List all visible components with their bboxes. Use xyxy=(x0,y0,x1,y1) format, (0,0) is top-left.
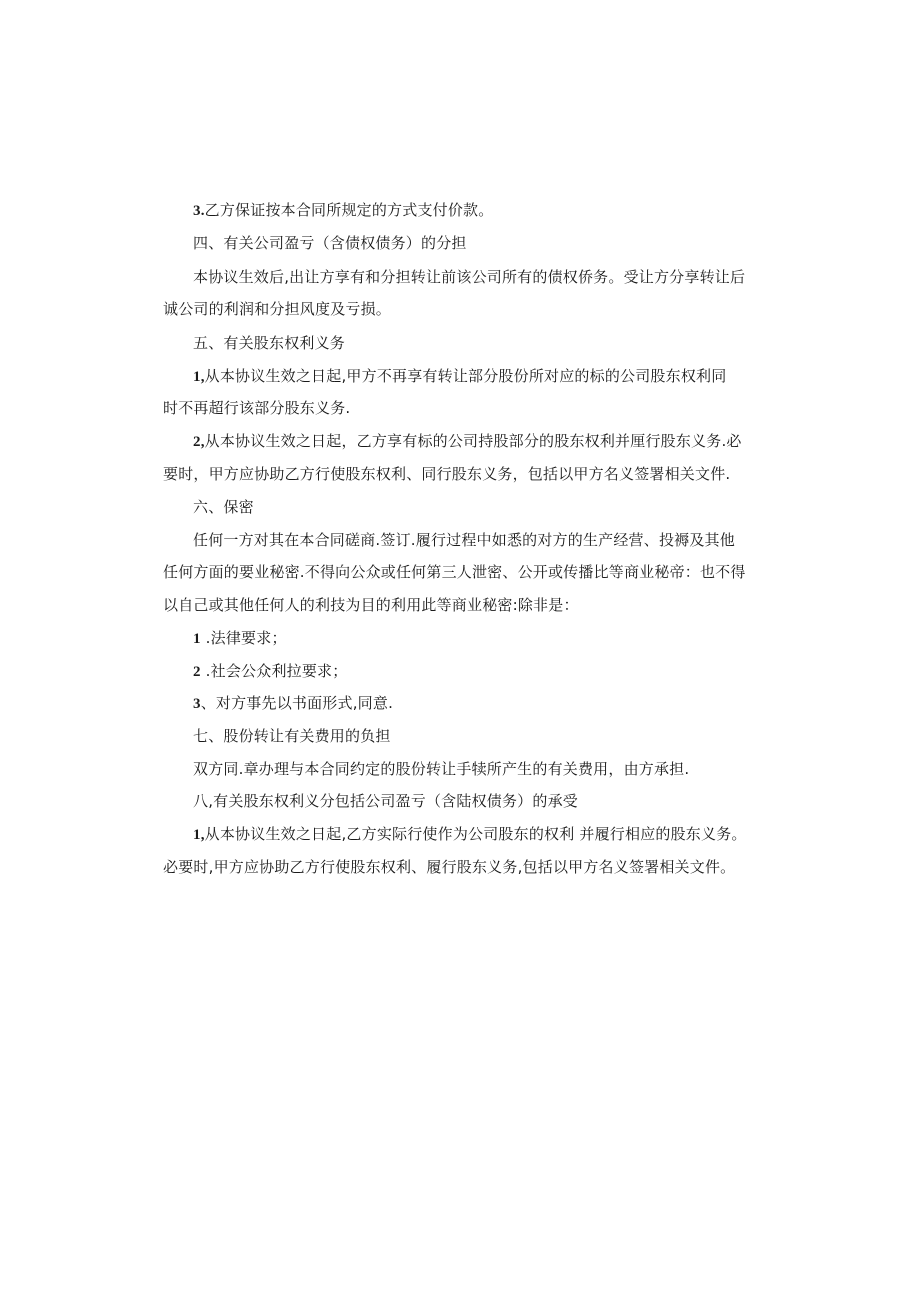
paragraph-line xyxy=(193,759,689,779)
section-heading-7 xyxy=(193,726,391,746)
paragraph-text: 必要时,甲方应协助乙方行使股东权利、履行股东义务,包括以甲方名义签署相关文件。 xyxy=(163,858,736,876)
list-text: 、对方事先以书面形式,同意. xyxy=(200,694,394,712)
section-heading-4 xyxy=(193,233,467,253)
paragraph-line xyxy=(163,398,350,418)
section-heading-8 xyxy=(193,791,578,811)
clause-3-payment xyxy=(193,200,493,221)
section-heading-6 xyxy=(193,497,254,517)
clause-8-1 xyxy=(193,824,747,845)
list-text: .法律要求； xyxy=(200,629,287,647)
clause-5-2 xyxy=(193,431,742,452)
heading-text: 八,有关股东权利义分包括公司盈亏（含陆权债务）的承受 xyxy=(193,792,578,810)
list-number: 1 xyxy=(193,631,201,647)
list-number: 2 xyxy=(193,664,201,680)
paragraph-text: 任何一方对其在本合同磋商.签订.履行过程中如悉的对方的生产经营、投褥及其他 xyxy=(193,531,735,549)
paragraph-line xyxy=(163,857,735,877)
clause-number: 3. xyxy=(193,203,205,219)
clause-number: 1, xyxy=(193,369,205,385)
clause-text: 从本协议生效之日起,甲方不再享有转让部分股份所对应的标的公司股东权利同 xyxy=(204,367,727,385)
clause-number: 2, xyxy=(193,434,205,450)
paragraph-line xyxy=(163,595,579,615)
heading-text: 七、股份转让有关费用的负担 xyxy=(193,727,391,745)
clause-text: 从本协议生效之日起，乙方享有标的公司持股部分的股东权利并厘行股东义务.必 xyxy=(204,432,742,450)
heading-text: 六、保密 xyxy=(193,498,254,516)
list-item-1 xyxy=(193,628,287,649)
paragraph-line xyxy=(163,299,391,319)
clause-text: 乙方保证按本合同所规定的方式支付价款。 xyxy=(204,201,494,219)
paragraph-text: 双方同.章办理与本合同约定的股份转让手犊所产生的有关费用，由方承担. xyxy=(193,760,690,778)
list-text: .社会公众利拉要求； xyxy=(200,662,348,680)
paragraph-text: 以自己或其他任何人的利技为目的利用此等商业秘密:除非是： xyxy=(163,596,579,614)
paragraph-text: 要时，甲方应协助乙方行使股东权利、同行股东义务，包括以甲方名义签署相关文件. xyxy=(163,465,731,483)
paragraph-line xyxy=(163,562,746,582)
paragraph-text: 任何方面的要业秘密.不得向公众或任何第三人泄密、公开或传播比等商业秘帝：也不得 xyxy=(163,563,746,581)
paragraph-line xyxy=(163,464,730,484)
section-heading-5 xyxy=(193,333,345,353)
heading-text: 四、有关公司盈亏（含债权债务）的分担 xyxy=(193,234,467,252)
list-item-3 xyxy=(193,693,393,714)
paragraph-text: 本协议生效后,出让方享有和分担转让前该公司所有的债权侨务。受让方分享转让后 xyxy=(193,268,746,286)
heading-text: 五、有关股东权利义务 xyxy=(193,334,346,352)
paragraph-text: 诚公司的利润和分担风度及亏损。 xyxy=(163,300,392,318)
clause-5-1 xyxy=(193,366,726,387)
paragraph-text: 时不再超行该部分股东义务. xyxy=(163,399,351,417)
paragraph-line xyxy=(193,530,735,550)
list-item-2 xyxy=(193,661,347,682)
clause-text: 从本协议生效之日起,乙方实际行使作为公司股东的权利 并履行相应的股东义务。 xyxy=(204,825,747,843)
list-number: 3 xyxy=(193,696,201,712)
paragraph-line xyxy=(193,267,745,287)
clause-number: 1, xyxy=(193,827,205,843)
